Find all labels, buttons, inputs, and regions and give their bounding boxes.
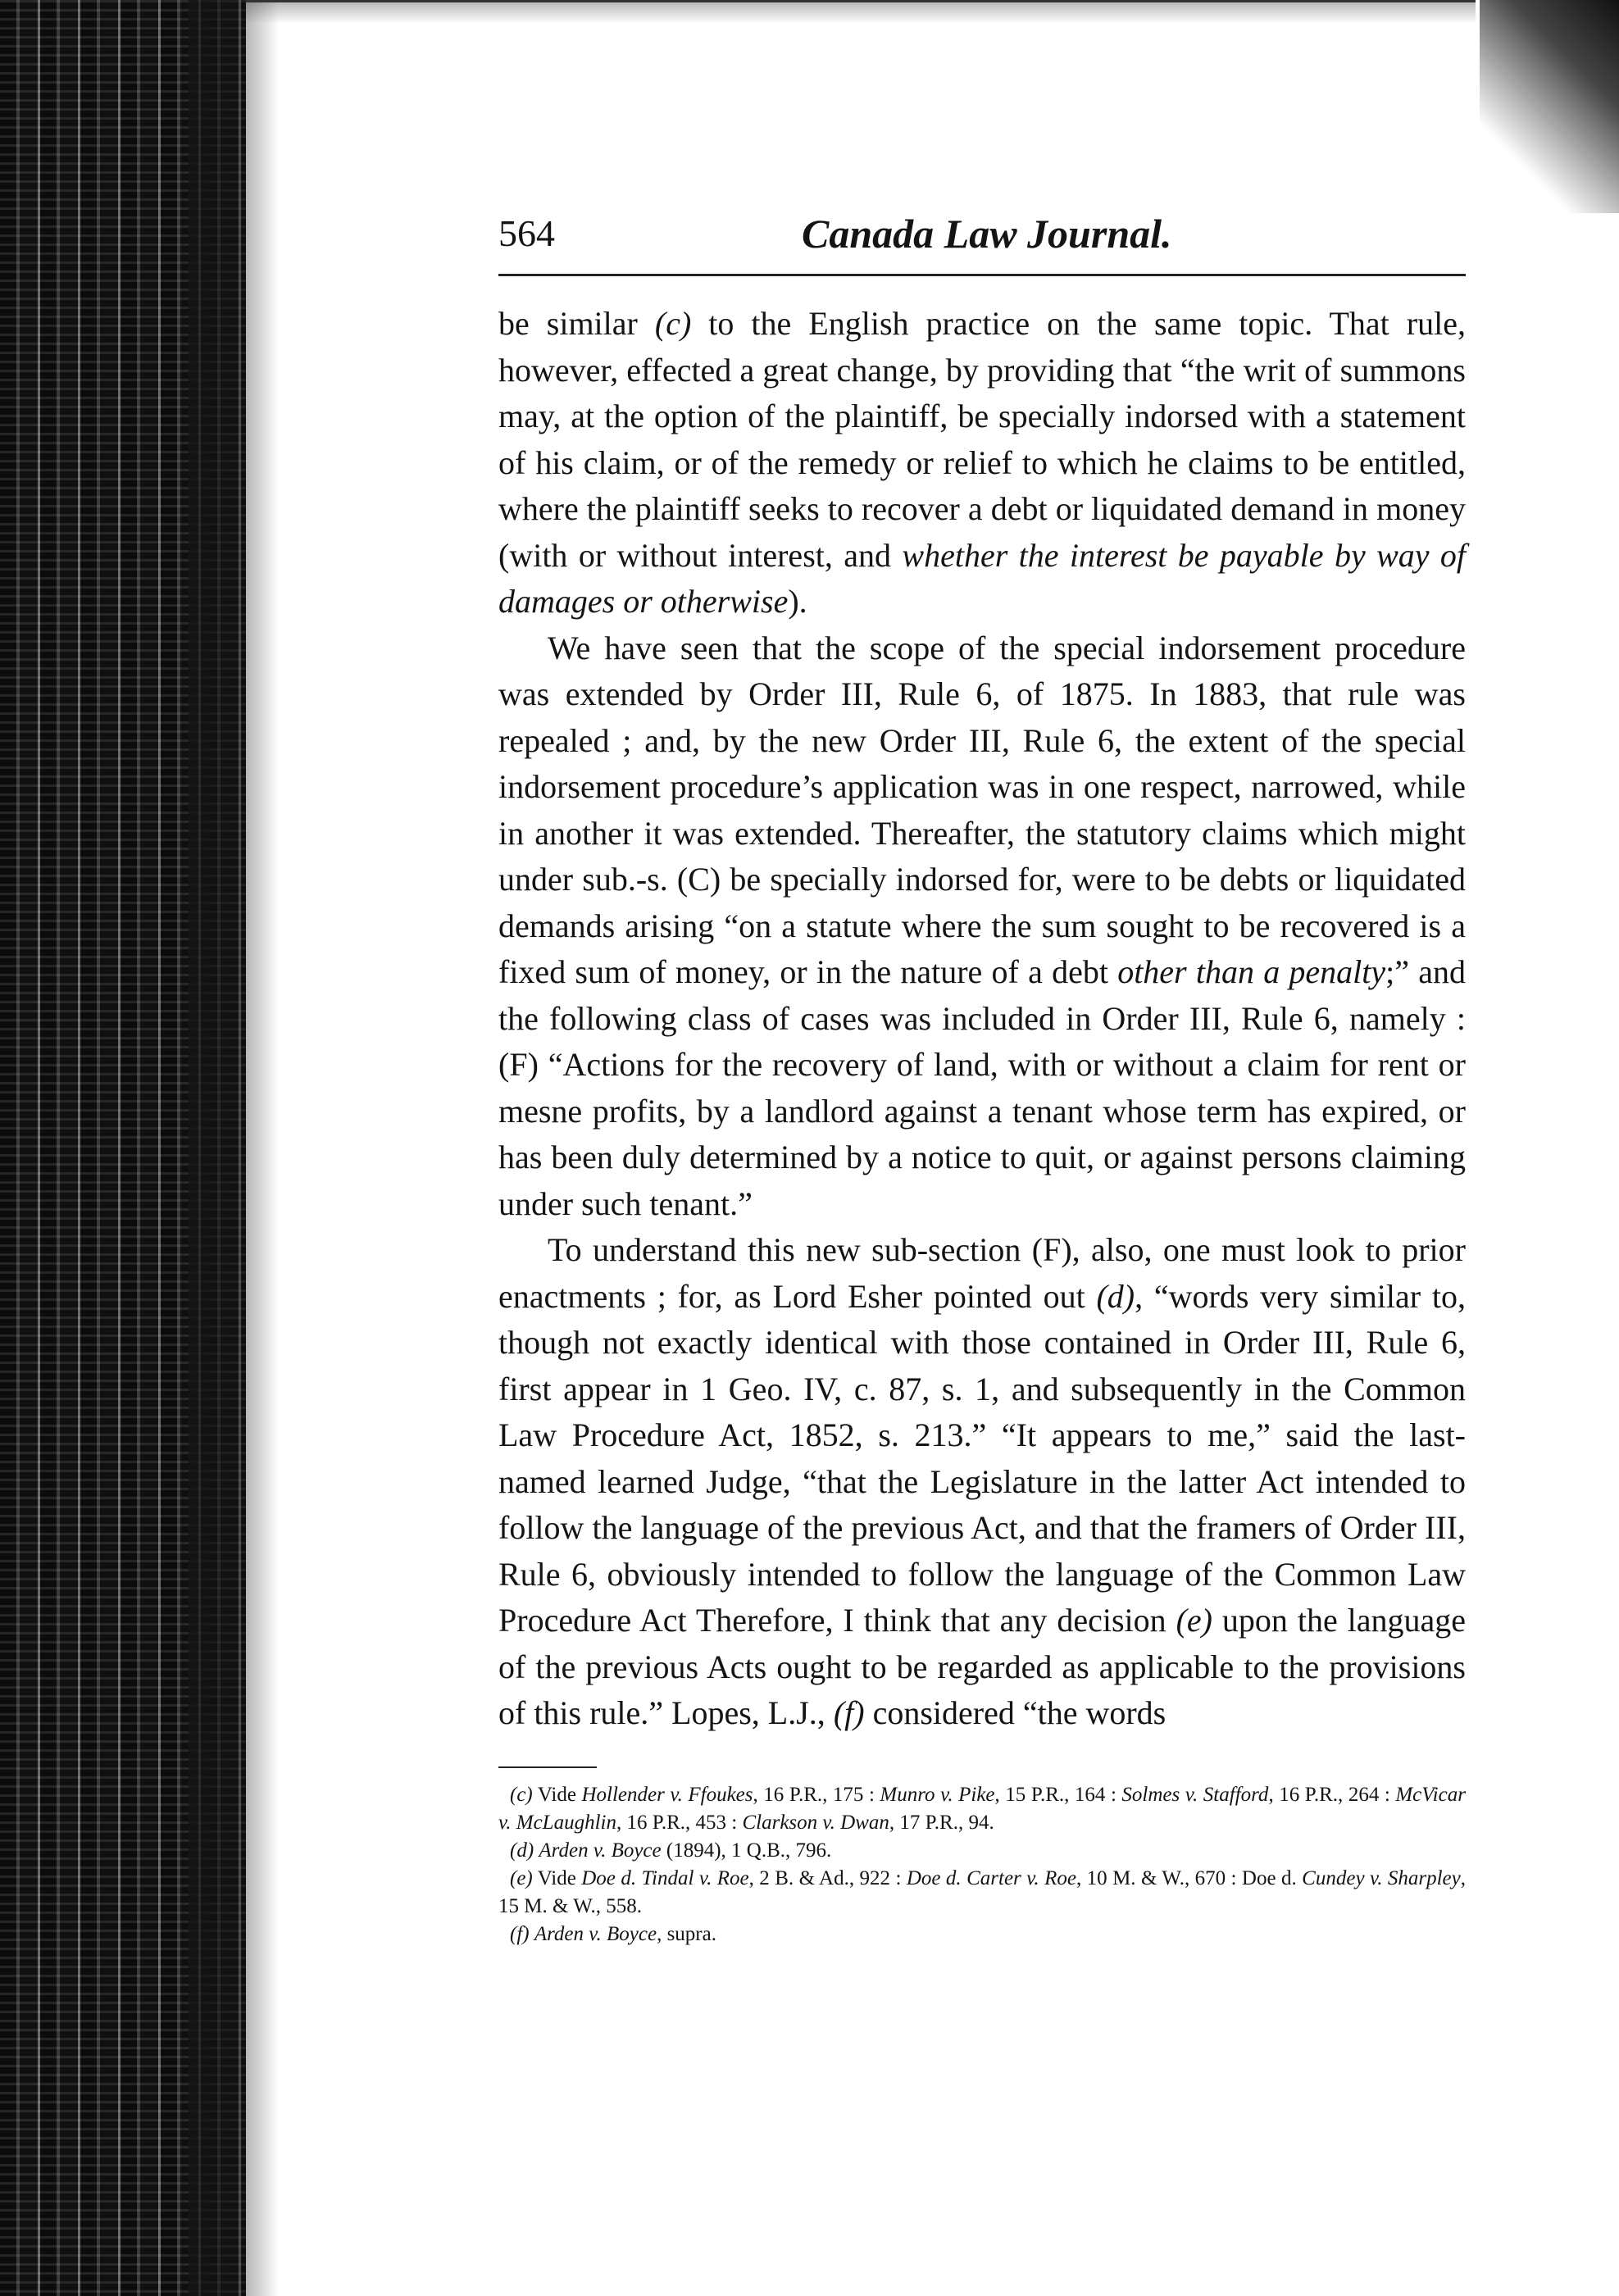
footnotes-3-segment: (f) [510,1922,530,1945]
footnotes-0-segment: McVicar v. McLaughlin [498,1783,1466,1834]
footnotes-1-segment: (d) [510,1839,534,1862]
footnote-d [498,1837,1466,1865]
footnotes-0-segment: , 15 P.R., 164 : [994,1783,1122,1806]
paragraphs-2-segment: (e) [1176,1602,1212,1639]
footnote-e [498,1865,1466,1921]
footnotes-2-segment: Doe d. Tindal v. Roe [581,1866,749,1889]
footnotes-0-segment: Vide [532,1783,582,1806]
footnotes-0-segment: Solmes v. Stafford [1121,1783,1269,1806]
paragraphs-2-segment: considered “the words [864,1694,1166,1731]
footnotes-0-segment: Clarkson v. Dwan [742,1811,889,1834]
journal-title: Canada Law Journal. [802,211,1172,257]
page-number: 564 [498,212,555,254]
footnotes-1-segment: (1894), 1 Q.B., 796. [661,1839,832,1862]
paragraphs-0-segment: ). [788,583,807,620]
footnotes-2-segment: Vide [532,1866,582,1889]
footnotes-3-segment: Arden v. Boyce [534,1922,657,1945]
paragraph-2 [498,625,1466,1228]
footnote-divider [498,1766,597,1768]
paragraphs-0-segment: to the English practice on the same topic. That rule, however, effected a great change, by providing that “the writ of summons may, at the option of the plaintiff, be specially indorsed with a statement of his claim, or of the remedy or relief to which he claims to be entitled, where the plaintiff seeks to recover a debt or liquidated demand in money (with or without interest, and [498,305,1466,574]
footnotes-2-segment: (e) [510,1866,533,1889]
footnotes-0-segment: , 16 P.R., 453 : [616,1811,743,1834]
footnote-c [498,1781,1466,1837]
body-text [498,301,1466,1737]
footnotes-0-segment: Hollender v. Ffoukes [581,1783,753,1806]
paragraphs-2-segment: , “words very similar to, though not exactly identical with those contained in Order III, Rule 6, first appear in 1 Geo. IV, c. 87, s. 1, and subsequently in the Common Law Procedure Act, 1852, s. 213.” “It appears to me,” said the last-named learned Judge, “that the Legislature in the latter Act intended to follow the language of the previous Act, and that the framers of Order III, Rule 6, obviously intended to follow the language of the Common Law Procedure Act Therefore, I think that any decision [498,1277,1466,1639]
paragraphs-2-segment: (f) [833,1694,865,1731]
footnotes-0-segment: , 17 P.R., 94. [889,1811,994,1834]
footnote-f [498,1921,1466,1948]
paragraph-1 [498,301,1466,625]
paragraphs-0-segment: be similar [498,305,655,342]
paragraphs-1-segment: other than a penalty [1117,953,1386,990]
footnotes-0-segment: (c) [510,1783,533,1806]
footnotes-0-segment: , 16 P.R., 175 : [753,1783,880,1806]
footnotes-2-segment: , 10 M. & W., 670 : Doe d. [1076,1866,1303,1889]
paragraphs-1-segment: We have seen that the scope of the special indorsement procedure was extended by Order III, Rule 6, of 1875. In 1883, that rule was repealed ; and, by the new Order III, Rule 6, the extent of the special indorsement procedure’s application was in one respect, narrowed, while in another it was extended. Thereafter, the statutory claims which might under sub.-s. (C) be specially indorsed for, were to be debts or liquidated demands arising “on a statute where the sum sought to be recovered is a fixed sum of money, or in the nature of a debt [498,629,1466,990]
footnotes-1-segment: Arden v. Boyce [539,1839,662,1862]
footnotes-2-segment: , 2 B. & Ad., 922 : [748,1866,907,1889]
paragraphs-2-segment: (d) [1096,1277,1135,1315]
spine-fade [189,0,279,2296]
footnotes-0-segment: Munro v. Pike [880,1783,995,1806]
page-top-edge [246,0,1476,24]
paragraphs-2-segment: upon the language of the previous Acts ought to be regarded as applicable to the provisions of this rule.” Lopes, L.J., [498,1602,1466,1731]
footnotes-2-segment: , 15 M. & W., 558. [498,1866,1466,1917]
footnotes-0-segment: , 16 P.R., 264 : [1268,1783,1396,1806]
paragraphs-0-segment: (c) [654,305,692,342]
page [498,205,1466,1948]
footnotes-2-segment: Cundey v. Sharpley [1302,1866,1461,1889]
corner-shadow [1480,0,1619,213]
footnotes-2-segment: Doe d. Carter v. Roe [906,1866,1076,1889]
running-header [498,205,1466,276]
footnotes-3-segment: , supra. [657,1922,716,1945]
paragraphs-0-segment: whether the interest be payable by way of damages or otherwise [498,536,1467,620]
paragraphs-1-segment: ;” and the following class of cases was included in Order III, Rule 6, namely : (F) “Actions for the recovery of land, with or without a claim for rent or mesne profits, by a landlord against a tenant whose term has expired, or has been duly determined by a notice to quit, or against persons claiming under such tenant.” [498,953,1467,1222]
paragraphs-2-segment: To understand this new sub-section (F), also, one must look to prior enactments ; for, as Lord Esher pointed out [498,1231,1466,1315]
footnotes [498,1781,1466,1948]
paragraph-3 [498,1227,1466,1737]
